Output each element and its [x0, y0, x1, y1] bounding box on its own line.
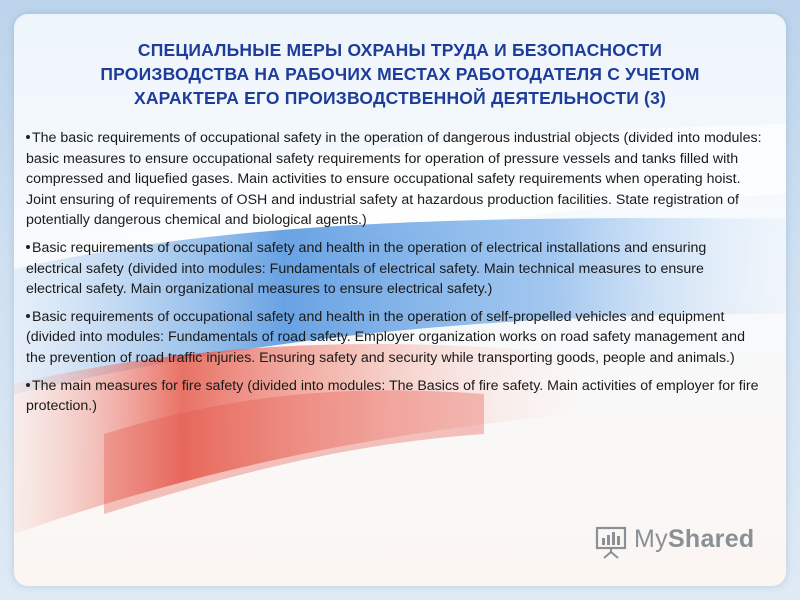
presentation-board-icon: [594, 524, 630, 560]
bullet-icon: [26, 245, 30, 249]
list-item: [26, 238, 762, 300]
watermark-text: [634, 525, 755, 554]
list-item-text: The basic requirements of occupational safety in the operation of dangerous industrial objects (divided into modules: basic measures to ensure occupational safety requirements for operation of pressure vessels and tanks filled with compressed and liquefied gases. Main activities to ensure occupational safety requirements when operating hoist. Joint ensuring of requirements of OSH and industrial safety at hazardous production facilities. State registration of potentially dangerous chemical and biological agents.): [26, 130, 762, 229]
myshared-watermark: [594, 524, 754, 560]
list-item-text: Basic requirements of occupational safety and health in the operation of electrical installations and ensuring electrical safety (divided into modules: Fundamentals of electrical safety. Main technical measures to ensure electrical safety. Main organizational measures to ensure electrical safety.): [26, 239, 707, 298]
bullet-list: [26, 128, 762, 424]
bullet-icon: [26, 314, 30, 318]
page-title: [34, 38, 766, 110]
bullet-icon: [26, 135, 30, 139]
watermark-brand-shared: Shared: [667, 525, 755, 553]
list-item-text: The main measures for fire safety (divided into modules: The Basics of fire safety. Main activities of employer for fire protection.): [26, 377, 759, 415]
list-item: [26, 128, 762, 231]
title-line-3: ХАРАКТЕРА ЕГО ПРОИЗВОДСТВЕННОЙ ДЕЯТЕЛЬНОСТИ (3): [133, 88, 667, 108]
list-item: [26, 376, 762, 417]
title-line-2: ПРОИЗВОДСТВА НА РАБОЧИХ МЕСТАХ РАБОТОДАТЕЛЯ С УЧЕТОМ: [100, 64, 700, 84]
bullet-icon: [26, 383, 30, 387]
watermark-brand-my: My: [634, 525, 668, 553]
list-item-text: Basic requirements of occupational safety and health in the operation of self-propelled vehicles and equipment (divided into modules: Fundamentals of road safety. Employer organization works on road safety management and the prevention of road traffic injuries. Ensuring safety and security while transporting goods, people and animals.): [26, 308, 745, 366]
list-item: [26, 307, 762, 369]
title-line-1: СПЕЦИАЛЬНЫЕ МЕРЫ ОХРАНЫ ТРУДА И БЕЗОПАСНОСТИ: [137, 40, 663, 60]
